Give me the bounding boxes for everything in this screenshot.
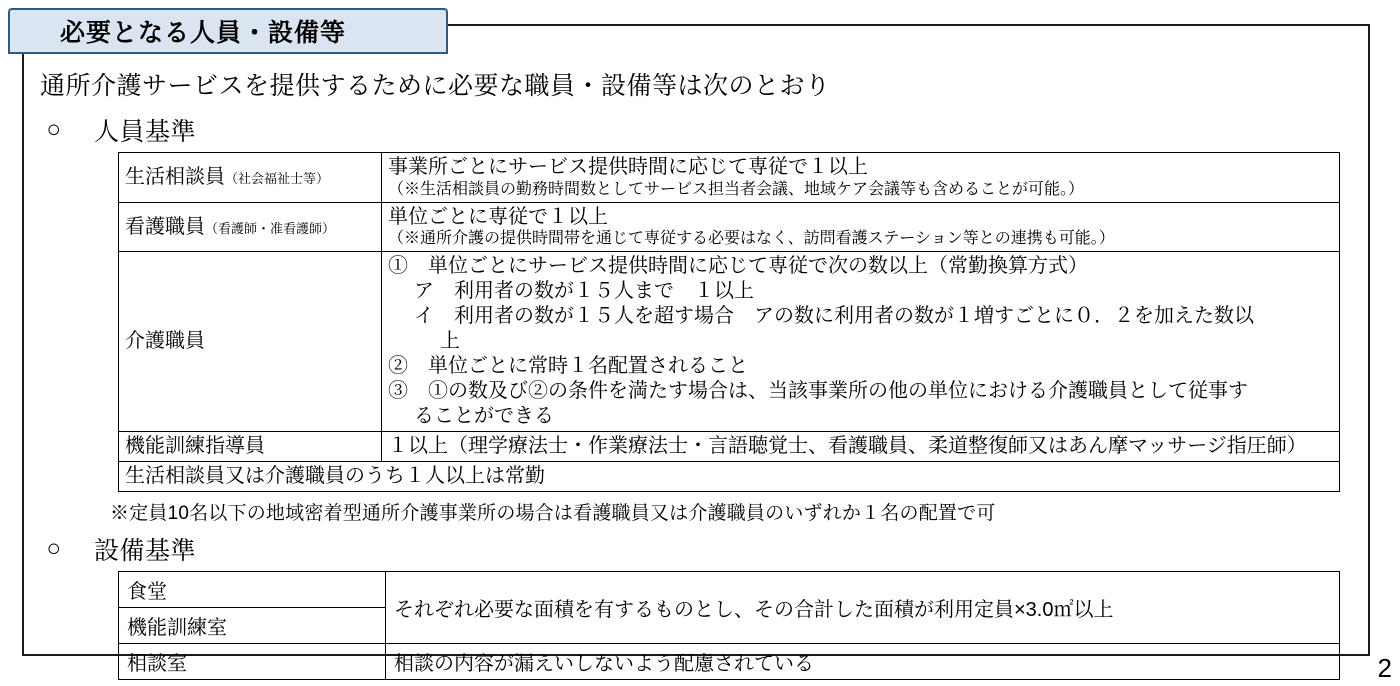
table-row [119, 643, 1340, 679]
value-line: １以上（理学療法士・作業療法士・言語聴覚士、看護職員、柔道整復師又はあん摩マッサージ指圧師） [388, 435, 1307, 458]
row-label-careworker [119, 252, 382, 432]
staffing-table [118, 152, 1340, 492]
requirement-line: ることができる [414, 405, 554, 428]
careworker-requirements [388, 254, 1333, 429]
row-value-careworker [382, 252, 1340, 432]
requirement-line: ③ ①の数及び②の条件を満たす場合は、当該事業所の他の単位における介護職員として従事す [388, 380, 1248, 403]
page-title: 必要となる人員・設備等 [60, 19, 347, 47]
row-label-nurse [119, 202, 382, 252]
slide-content [22, 24, 1370, 675]
label-sub: （看護師・准看護師） [205, 220, 336, 236]
requirement-line: イ 利用者の数が１５人を超す場合 アの数に利用者の数が１増すごとに０．２を加えた数以 [414, 305, 1254, 328]
equipment-value-privacy: 相談の内容が漏えいしないよう配慮されている [386, 643, 1340, 679]
bullet-icon: ○ [46, 116, 62, 143]
value-line: 事業所ごとにサービス提供時間に応じて専従で１以上 [388, 156, 868, 178]
requirement-line: 上 [440, 330, 460, 353]
page-number: 2 [1377, 653, 1392, 683]
label-main: 機能訓練指導員 [125, 435, 265, 458]
section-heading-equipment [32, 531, 1352, 567]
table-row [119, 571, 1340, 607]
row-label-trainer [119, 432, 382, 462]
row-label-consultant [119, 153, 382, 203]
requirement-line: ② 単位ごとに常時１名配置されること [388, 355, 748, 378]
equipment-label-dining: 食堂 [119, 571, 386, 607]
table-row [119, 202, 1340, 252]
row-value-trainer [382, 432, 1340, 462]
table-row [119, 252, 1340, 432]
label-main: 看護職員 [125, 215, 205, 238]
staffing-footnote: ※定員10名以下の地域密着型通所介護事業所の場合は看護職員又は介護職員のいずれか１名の配置で可 [110, 502, 996, 524]
requirement-line: ① 単位ごとにサービス提供時間に応じて専従で次の数以上（常勤換算方式） [388, 255, 1088, 278]
row-value-nurse [382, 202, 1340, 252]
value-note: （※通所介護の提供時間帯を通じて専従する必要はなく、訪問看護ステーション等との連携も可能。） [388, 230, 1115, 248]
requirement-line: ア 利用者の数が１５人まで １以上 [414, 280, 754, 303]
section-label-staffing: 人員基準 [94, 118, 197, 146]
section-label-equipment: 設備基準 [94, 536, 197, 565]
label-sub: （社会福祉士等） [225, 170, 330, 186]
row-value-consultant [382, 153, 1340, 203]
equipment-value-area: それぞれ必要な面積を有するものとし、その合計した面積が利用定員×3.0㎡以上 [386, 571, 1340, 643]
table-row [119, 432, 1340, 462]
equipment-label-consultroom: 相談室 [119, 643, 386, 679]
slide-title-tab [8, 8, 448, 54]
value-line: 単位ごとに専従で１以上 [388, 205, 608, 228]
equipment-label-trainingroom: 機能訓練室 [119, 607, 386, 643]
table-row [119, 462, 1340, 492]
table-row [119, 153, 1340, 203]
section-heading-staffing [32, 112, 1352, 148]
equipment-table [118, 571, 1340, 680]
row-fulltime-requirement: 生活相談員又は介護職員のうち１人以上は常勤 [119, 462, 1340, 492]
label-main: 介護職員 [125, 330, 205, 353]
label-main: 生活相談員 [125, 165, 225, 188]
bullet-icon: ○ [46, 534, 62, 562]
lead-text: 通所介護サービスを提供するために必要な職員・設備等は次のとおり [40, 72, 831, 100]
value-note: （※生活相談員の勤務時間数としてサービス担当者会議、地域ケア会議等も含めることが可能。） [388, 180, 1085, 198]
